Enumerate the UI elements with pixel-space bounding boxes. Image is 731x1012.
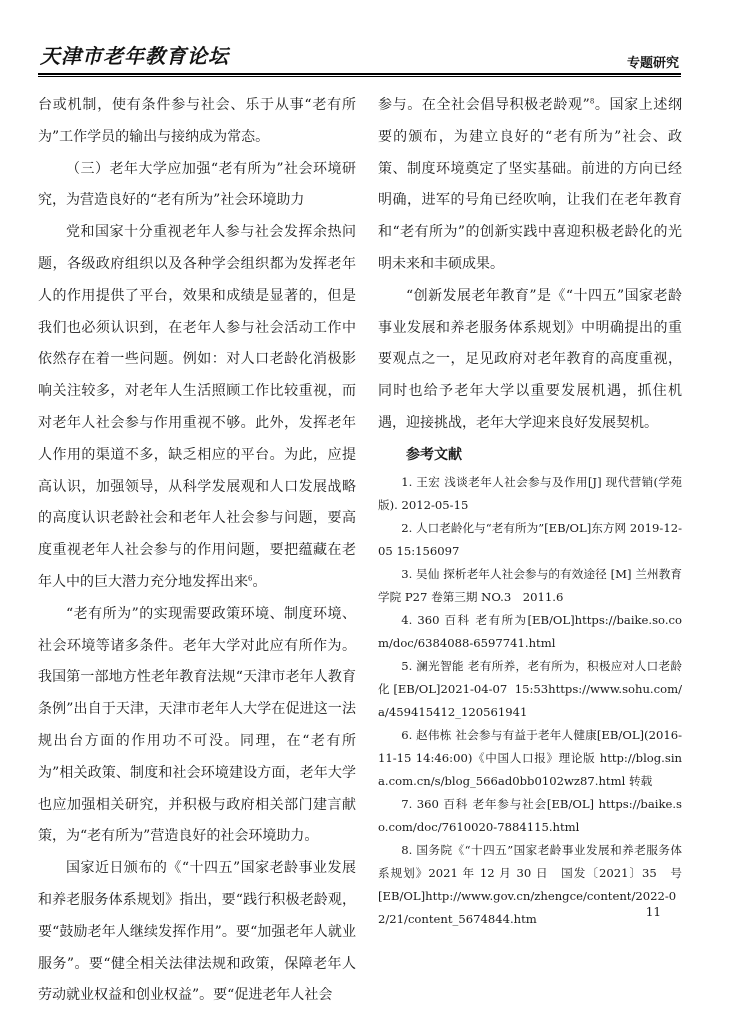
reference-item: 6. 赵伟栋 社会参与有益于老年人健康[EB/OL](2016-11-15 14:46:00)《中国人口报》理论版 http://blog.sina.com.cn/s/blog_566ad0bb0102wz87.html 转载 [378,727,682,788]
paragraph [378,90,682,281]
section-label: 专题研究 [626,56,679,71]
right-column [378,90,694,931]
reference-item: 7. 360 百科 老年参与社会[EB/OL] https://baike.so.com/doc/7610020-7884115.html [378,796,682,834]
paragraph [38,217,356,599]
header-rule [38,73,681,75]
reference-item: 3. 吴仙 探析老年人社会参与的有效途径 [M] 兰州教育学院 P27 卷第三期 NO.3 2011.6 [378,566,682,604]
paragraph-end: 。 [252,573,267,590]
left-column [38,90,356,1012]
references-list [378,471,694,931]
paragraph: “创新发展老年教育”是《“十四五”国家老龄事业发展和养老服务体系规划》中明确提出的重要观点之一，足见政府对老年教育的高度重视，同时也给予老年大学以重要发展机遇，抓住机遇，迎接挑战，老年大学迎来良好发展契机。 [378,287,682,431]
reference-item: 5. 澜光智能 老有所养，老有所为，积极应对人口老龄化[EB/OL]2021-04-07 15:53https://www.sohu.com/a/459415412_120561941 [378,658,682,719]
footnote-marker: 6 [248,574,253,583]
reference-item: 1. 王宏 浅谈老年人社会参与及作用[J] 现代营销(学苑版). 2012-05-15 [378,474,682,512]
paragraph-text: 党和国家十分重视老年人参与社会发挥余热问题，各级政府组织以及各种学会组织都为发挥老年人的作用提供了平台，效果和成绩是显著的，但是我们也必须认识到，在老年人参与社会活动工作中依然存在着一些问题。例如：对人口老龄化消极影响关注较多，对老年人生活照顾工作比较重视，而对老年人社会参与作用重视不够。此外，发挥老年人作用的渠道不多，缺乏相应的平台。为此，应提高认识，加强领导，从科学发展观和人口发展战略的高度认识老龄社会和老年人社会参与问题，要高度重视老年人社会参与的作用问题，要把蕴藏在老年人中的巨大潜力充分地发挥出来 [38,224,356,590]
paragraph: 国家近日颁布的《“十四五”国家老龄事业发展和养老服务体系规划》指出，要“践行积极老龄观，要“鼓励老年人继续发挥作用”。要“加强老年人就业服务”。要“健全相关法律法规和政策，保障老年人劳动就业权益和创业权益”。要“促进老年人社会 [38,860,356,1004]
footnote-marker: 8 [589,97,595,106]
references-title: 参考文献 [406,446,462,463]
paragraph: 台或机制，使有条件参与社会、乐于从事“老有所为”工作学员的输出与接纳成为常态。 [38,97,356,145]
paragraph-text: 参与。在全社会倡导积极老龄观” [378,97,590,113]
journal-masthead: 天津市老年教育论坛 [40,44,229,68]
paragraph: “老有所为”的实现需要政策环境、制度环境、社会环境等诸多条件。老年大学对此应有所作为。我国第一部地方性老年教育法规“天津市老年人教育条例”出自于天津，天津市老年人大学在促进这一法规出台方面的作用功不可没。同理，在“老有所为”相关政策、制度和社会环境建设方面，老年大学也应加强相关研究，并积极与政府相关部门建言献策，为“老有所为”营造良好的社会环境助力。 [38,605,356,845]
reference-item: 8. 国务院《“十四五”国家老龄事业发展和养老服务体系规划》2021 年 12 月 30 日 国发〔2021〕35 号 [EB/OL]http://www.gov.cn/zhengce/content/2022-02/21/content_5674844.htm [378,842,694,926]
reference-item: 4. 360 百科 老有所为[EB/OL]https://baike.so.com/doc/6384088-6597741.html [378,612,682,650]
header-rule-thin [38,76,681,77]
page-number: 11 [645,905,661,919]
section-heading: （三）老年大学应加强“老有所为”社会环境研究，为营造良好的“老有所为”社会环境助力 [38,160,356,209]
reference-item: 2. 人口老龄化与“老有所为”[EB/OL]东方网 2019-12-05 15:156097 [378,520,682,558]
paragraph-text: 。国家上述纲要的颁布，为建立良好的“老有所为”社会、政策、制度环境奠定了坚实基础。前进的方向已经明确，进军的号角已经吹响，让我们在老年教育和“老有所为”的创新实践中喜迎积极老龄化的光明未来和丰硕成果。 [378,97,682,272]
